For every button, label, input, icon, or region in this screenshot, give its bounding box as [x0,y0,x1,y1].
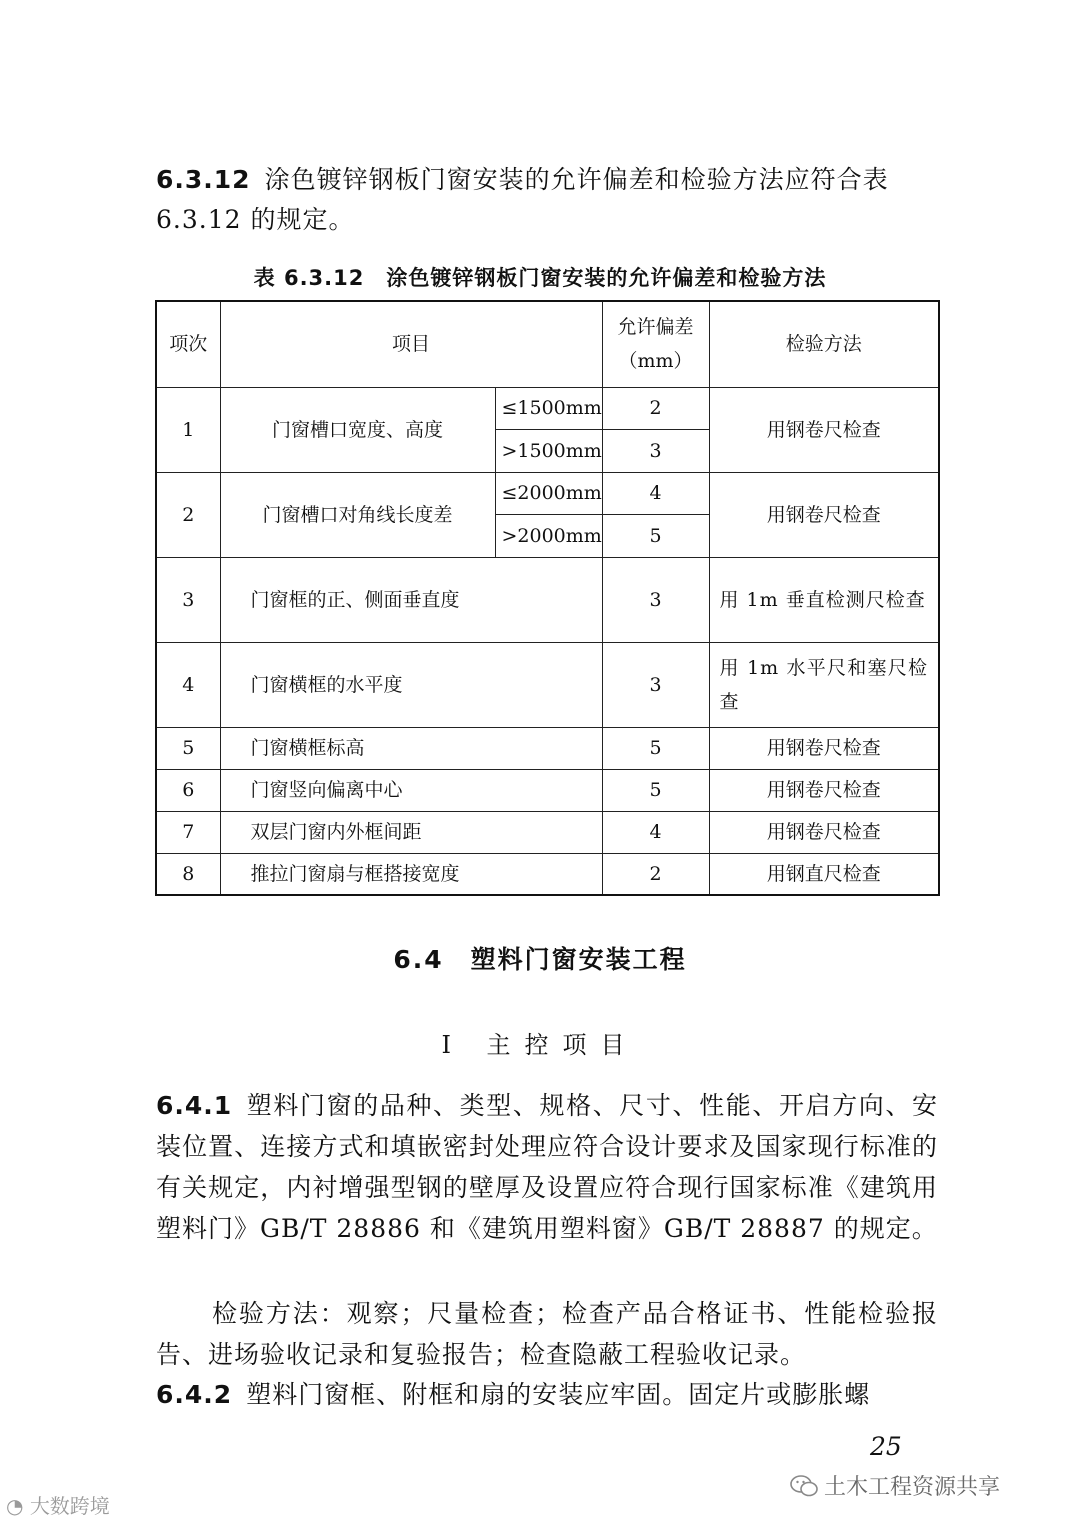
row-method: 用钢卷尺检查 [709,811,939,853]
row-tolerance: 3 [602,429,709,472]
clause-6-4-1-method [156,1293,938,1375]
row-tolerance: 5 [602,769,709,811]
clause-number: 6.4.1 [156,1091,233,1120]
header-tolerance-unit: （mm） [618,350,693,373]
row-range: >1500mm [495,429,602,472]
row-item: 门窗横框的水平度 [220,642,602,727]
table-row [156,853,939,895]
clause-6-3-12 [156,160,938,240]
watermark-right-text: 土木工程资源共享 [824,1475,1001,1500]
row-index: 8 [156,853,220,895]
header-method: 检验方法 [709,301,939,387]
row-method: 用钢直尺检查 [709,853,939,895]
row-method: 用钢卷尺检查 [709,727,939,769]
tolerance-table [155,300,940,896]
row-index: 1 [156,387,220,472]
table-row [156,642,939,727]
row-tolerance: 5 [602,514,709,557]
row-tolerance: 3 [602,557,709,642]
clause-number: 6.3.12 [156,165,251,194]
table-row [156,387,939,429]
clause-text: 塑料门窗的品种、类型、规格、尺寸、性能、开启方向、安装位置、连接方式和填嵌密封处理应符合设计要求及国家现行标准的有关规定，内衬增强型钢的壁厚及设置应符合现行国家标准《建筑用塑料门》GB/T 28886 和《建筑用塑料窗》GB/T 28887 的规定。 [156,1091,938,1243]
clause-text: 塑料门窗框、附框和扇的安装应牢固。固定片或膨胀螺 [246,1380,871,1409]
row-index: 4 [156,642,220,727]
section-subtitle: Ⅰ 主控项目 [441,1031,639,1059]
row-tolerance: 2 [602,387,709,429]
header-index: 项次 [156,301,220,387]
row-item: 门窗槽口宽度、高度 [220,387,495,472]
row-tolerance: 4 [602,472,709,514]
table-row [156,811,939,853]
watermark-logo-icon: ◔ [6,1494,24,1518]
table-row [156,769,939,811]
table-title: 表 6.3.12 涂色镀锌钢板门窗安装的允许偏差和检验方法 [253,266,827,290]
row-method: 用钢卷尺检查 [709,472,939,557]
clause-6-4-2 [156,1375,938,1415]
row-index: 2 [156,472,220,557]
row-index: 7 [156,811,220,853]
watermark-left-text: 大数跨境 [29,1494,110,1518]
section-title: 6.4 塑料门窗安装工程 [393,945,687,974]
table-row [156,472,939,514]
row-item: 门窗竖向偏离中心 [220,769,602,811]
wechat-icon [790,1475,818,1497]
table-row [156,727,939,769]
row-item: 门窗横框标高 [220,727,602,769]
row-item: 双层门窗内外框间距 [220,811,602,853]
row-tolerance: 5 [602,727,709,769]
row-item: 门窗框的正、侧面垂直度 [220,557,602,642]
row-method: 用 1m 水平尺和塞尺检查 [709,642,939,727]
header-tolerance [602,301,709,387]
header-tolerance-label: 允许偏差 [617,316,694,339]
clause-number: 6.4.2 [156,1380,233,1409]
row-index: 5 [156,727,220,769]
row-item: 门窗槽口对角线长度差 [220,472,495,557]
clause-6-4-1 [156,1085,938,1249]
row-method: 用钢卷尺检查 [709,387,939,472]
row-range: ≤2000mm [495,472,602,514]
row-index: 6 [156,769,220,811]
row-range: ≤1500mm [495,387,602,429]
row-range: >2000mm [495,514,602,557]
row-tolerance: 3 [602,642,709,727]
watermark-right [790,1470,1000,1501]
row-index: 3 [156,557,220,642]
table-header-row [156,301,939,387]
table-row [156,557,939,642]
header-item: 项目 [220,301,602,387]
row-method: 用 1m 垂直检测尺检查 [709,557,939,642]
watermark-left [6,1490,110,1519]
row-method: 用钢卷尺检查 [709,769,939,811]
row-item: 推拉门窗扇与框搭接宽度 [220,853,602,895]
clause-text-line2: 6.3.12 的规定。 [156,205,355,234]
inspection-method-text: 检验方法：观察；尺量检查；检查产品合格证书、性能检验报告、进场验收记录和复验报告；检查隐蔽工程验收记录。 [156,1299,938,1369]
row-tolerance: 2 [602,853,709,895]
clause-text-line1: 涂色镀锌钢板门窗安装的允许偏差和检验方法应符合表 [264,165,889,194]
row-tolerance: 4 [602,811,709,853]
page-number: 25 [870,1432,902,1461]
